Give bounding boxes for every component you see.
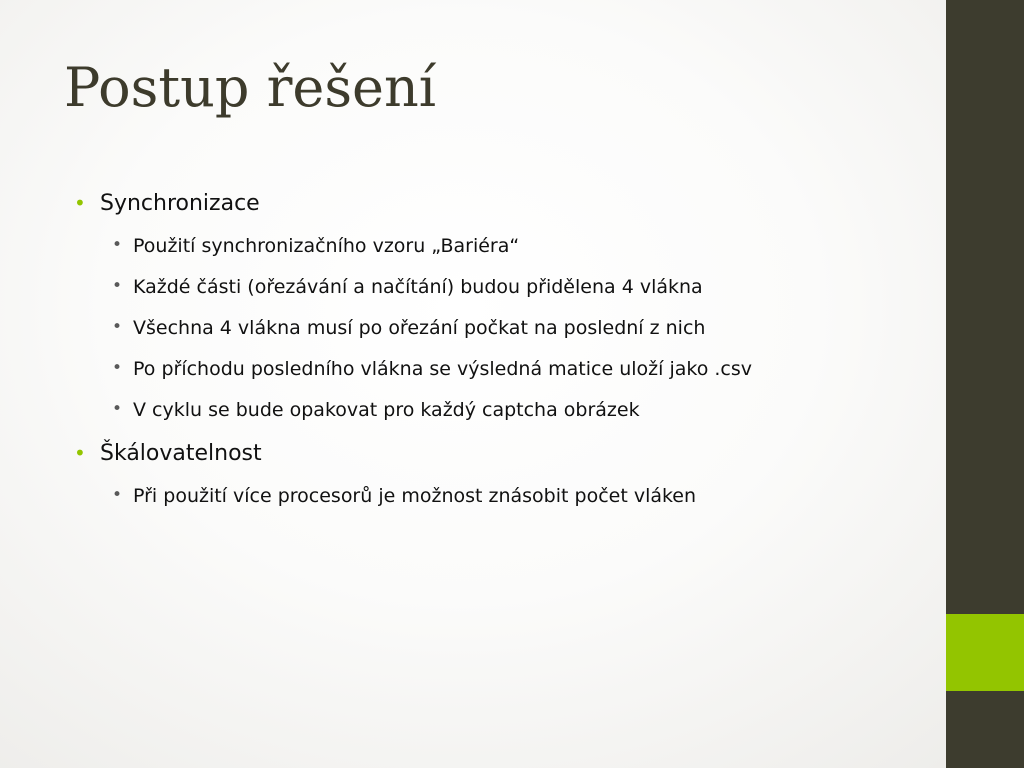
bullet-icon: • [112,358,123,378]
list-item-text: Synchronizace [100,191,260,216]
slide-title: Postup řešení [64,56,437,119]
bullet-icon: • [112,276,123,296]
bullet-icon: • [112,485,123,505]
bullet-icon: • [74,191,86,215]
bullet-icon: • [74,441,86,465]
list-item-text: Škálovatelnost [100,441,262,466]
sub-list-item-text: Každé části (ořezávání a načítání) budou přidělena 4 vlákna [133,276,703,298]
bullet-icon: • [112,399,123,419]
sub-list-item-text: Při použití více procesorů je možnost znásobit počet vláken [133,485,697,507]
bullet-icon: • [112,235,123,255]
sub-list-item-text: V cyklu se bude opakovat pro každý captcha obrázek [133,399,640,421]
decorative-accent-block [946,614,1024,691]
bullet-icon: • [112,317,123,337]
sub-list-item-text: Všechna 4 vlákna musí po ořezání počkat na poslední z nich [133,317,706,339]
sub-list-item-text: Použití synchronizačního vzoru „Bariéra“ [133,235,520,257]
sub-list-item-text: Po příchodu posledního vlákna se výsledná matice uloží jako .csv [133,358,752,380]
